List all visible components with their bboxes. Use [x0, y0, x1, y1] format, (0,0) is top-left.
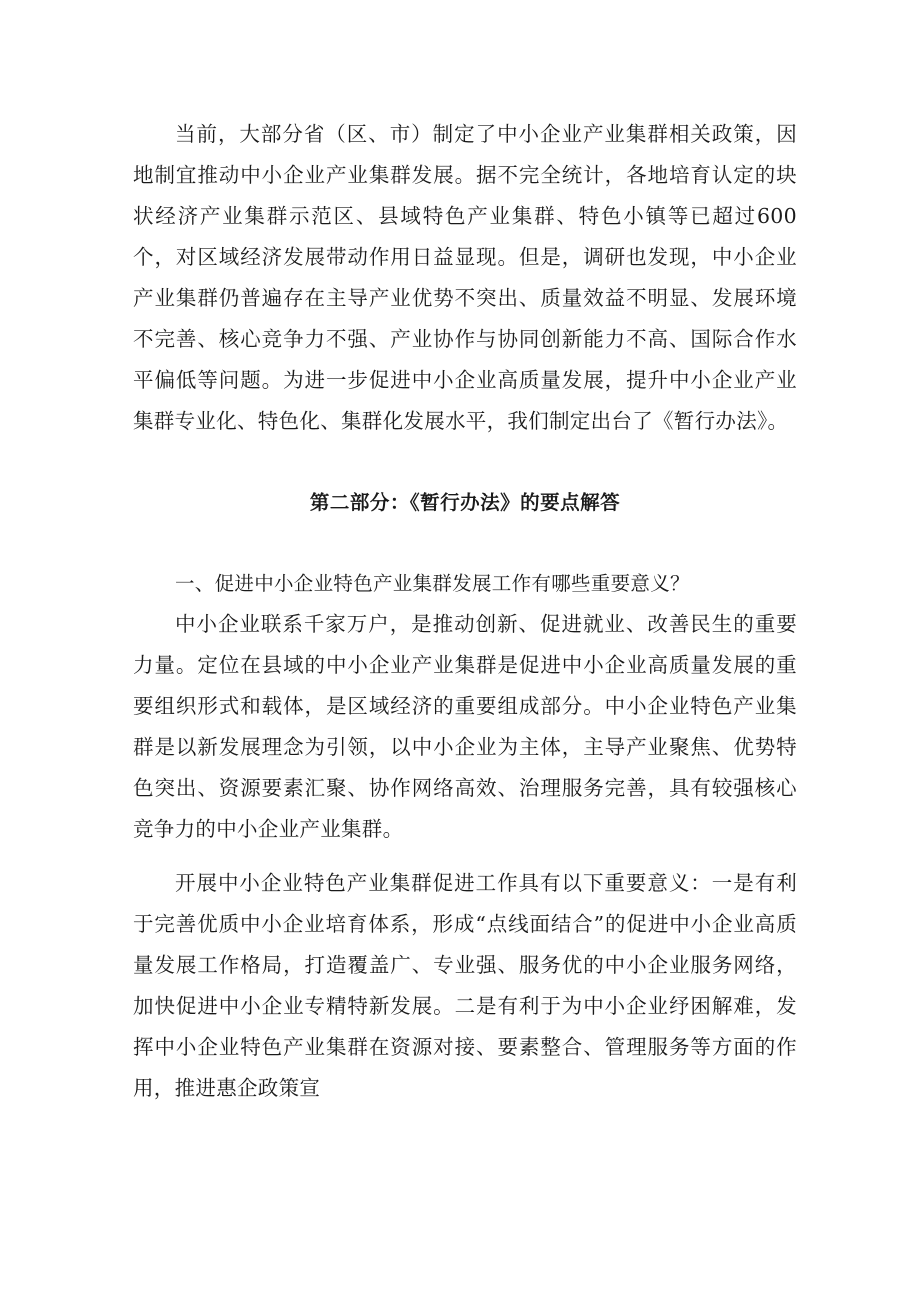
paragraph-significance: 开展中小企业特色产业集群促进工作具有以下重要意义：一是有利于完善优质中小企业培育体系，形成“点线面结合”的促进中小企业高质量发展工作格局，打造覆盖广、专业强、服务优的中小企业服务网络，加快促进中小企业专精特新发展。二是有利于为中小企业纾困解难，发挥中小企业特色产业集群在资源对接、要素整合、管理服务等方面的作用，推进惠企政策宣	[133, 871, 797, 1100]
section-heading: 第二部分：《暂行办法》的要点解答	[309, 491, 621, 514]
question-heading: 一、促进中小企业特色产业集群发展工作有哪些重要意义？	[175, 572, 690, 595]
paragraph-industry-cluster-status: 当前，大部分省（区、市）制定了中小企业产业集群相关政策，因地制宜推动中小企业产业集群发展。据不完全统计，各地培育认定的块状经济产业集群示范区、县域特色产业集群、特色小镇等已超过600个，对区域经济发展带动作用日益显现。但是，调研也发现，中小企业产业集群仍普遍存在主导产业优势不突出、质量效益不明显、发展环境不完善、核心竞争力不强、产业协作与协同创新能力不高、国际合作水平偏低等问题。为进一步促进中小企业高质量发展，提升中小企业产业集群专业化、特色化、集群化发展水平，我们制定出台了《暂行办法》。	[133, 122, 797, 433]
paragraph-cluster-definition: 中小企业联系千家万户，是推动创新、促进就业、改善民生的重要力量。定位在县域的中小企业产业集群是促进中小企业高质量发展的重要组织形式和载体，是区域经济的重要组成部分。中小企业特色产业集群是以新发展理念为引领，以中小企业为主体，主导产业聚焦、优势特色突出、资源要素汇聚、协作网络高效、治理服务完善，具有较强核心竞争力的中小企业产业集群。	[133, 612, 797, 841]
document-body	[133, 114, 797, 1109]
